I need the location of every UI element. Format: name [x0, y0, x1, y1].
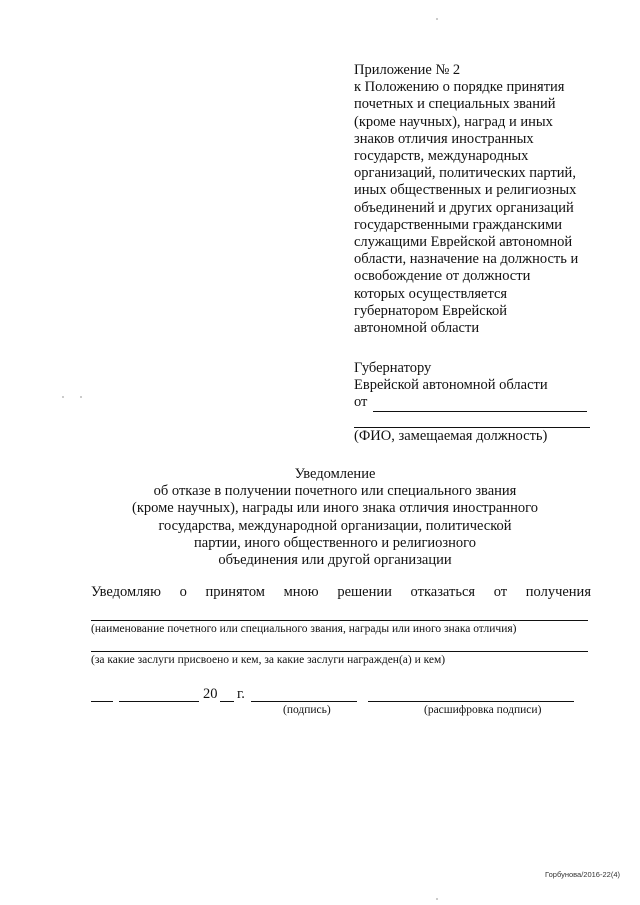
appendix-line: объединений и других организаций [354, 199, 574, 216]
signature-decoding-field[interactable] [368, 701, 574, 702]
award-name-caption: (наименование почетного или специального звания, награды или иного знака отличия) [91, 623, 517, 635]
notify-word: мною [283, 584, 319, 600]
footer-code: Горбунова/2016-22(4) [545, 870, 620, 879]
notice-title: Уведомление [294, 466, 376, 482]
notify-word: принятом [205, 584, 265, 600]
notify-word: получения [525, 584, 591, 600]
signature-caption: (подпись) [283, 704, 331, 716]
appendix-line: организаций, политических партий, [354, 165, 576, 182]
appendix-line: служащими Еврейской автономной [354, 234, 573, 251]
notice-subject-line: (кроме научных), награды или иного знака отличия иностранного [132, 500, 538, 517]
notify-word: отказаться [410, 584, 476, 600]
year-prefix: 20 [203, 686, 218, 702]
appendix-header [354, 62, 624, 337]
fio-caption: (ФИО, замещаемая должность) [354, 428, 548, 444]
from-label: от [354, 394, 368, 411]
notify-word: решении [337, 584, 392, 600]
notice-block [80, 466, 590, 569]
appendix-line: освобождение от должности [354, 268, 531, 285]
appendix-line: государств, международных [354, 148, 529, 165]
notice-subject-line: об отказе в получении почетного или специального звания [153, 483, 517, 500]
decoding-caption: (расшифровка подписи) [424, 704, 542, 716]
appendix-line: иных общественных и религиозных [354, 182, 577, 199]
scan-speck [436, 898, 438, 900]
appendix-line: губернатором Еврейской [354, 302, 508, 319]
appendix-line: которых осуществляется [354, 285, 508, 302]
year-suffix-field[interactable] [220, 701, 234, 702]
date-month-field[interactable] [119, 701, 199, 702]
notify-word: Уведомляю [91, 584, 161, 600]
scan-speck [436, 18, 438, 20]
signature-field[interactable] [251, 701, 357, 702]
appendix-line: почетных и специальных званий [354, 96, 556, 113]
appendix-line: государственными гражданскими [354, 216, 563, 233]
merits-caption: (за какие заслуги присвоено и кем, за какие заслуги награжден(а) и кем) [91, 654, 446, 666]
notice-subject-line: партии, иного общественного и религиозного [194, 534, 476, 551]
appendix-line: автономной области [354, 320, 480, 337]
award-name-line[interactable] [91, 620, 588, 621]
notice-subject-line: государства, международной организации, политической [158, 517, 512, 534]
addressee-governor: Губернатору [354, 360, 432, 376]
addressee-region: Еврейской автономной области [354, 377, 548, 394]
appendix-title: Приложение № 2 [354, 62, 461, 78]
scan-speck [80, 396, 82, 398]
appendix-line: к Положению о порядке принятия [354, 79, 565, 96]
scan-speck [62, 396, 64, 398]
addressee-block [354, 360, 624, 412]
appendix-line: знаков отличия иностранных [354, 130, 534, 147]
merits-line[interactable] [91, 651, 588, 652]
appendix-line: области, назначение на должность и [354, 251, 579, 268]
appendix-line: (кроме научных), наград и иных [354, 113, 553, 130]
notify-word: о [179, 584, 187, 600]
from-row [354, 394, 624, 411]
date-day-field[interactable] [91, 701, 113, 702]
from-name-field[interactable] [373, 397, 587, 412]
notice-subject-line: объединения или другой организации [218, 552, 452, 569]
year-abbrev: г. [237, 686, 245, 702]
notify-sentence [91, 584, 591, 601]
notify-word: от [493, 584, 508, 600]
